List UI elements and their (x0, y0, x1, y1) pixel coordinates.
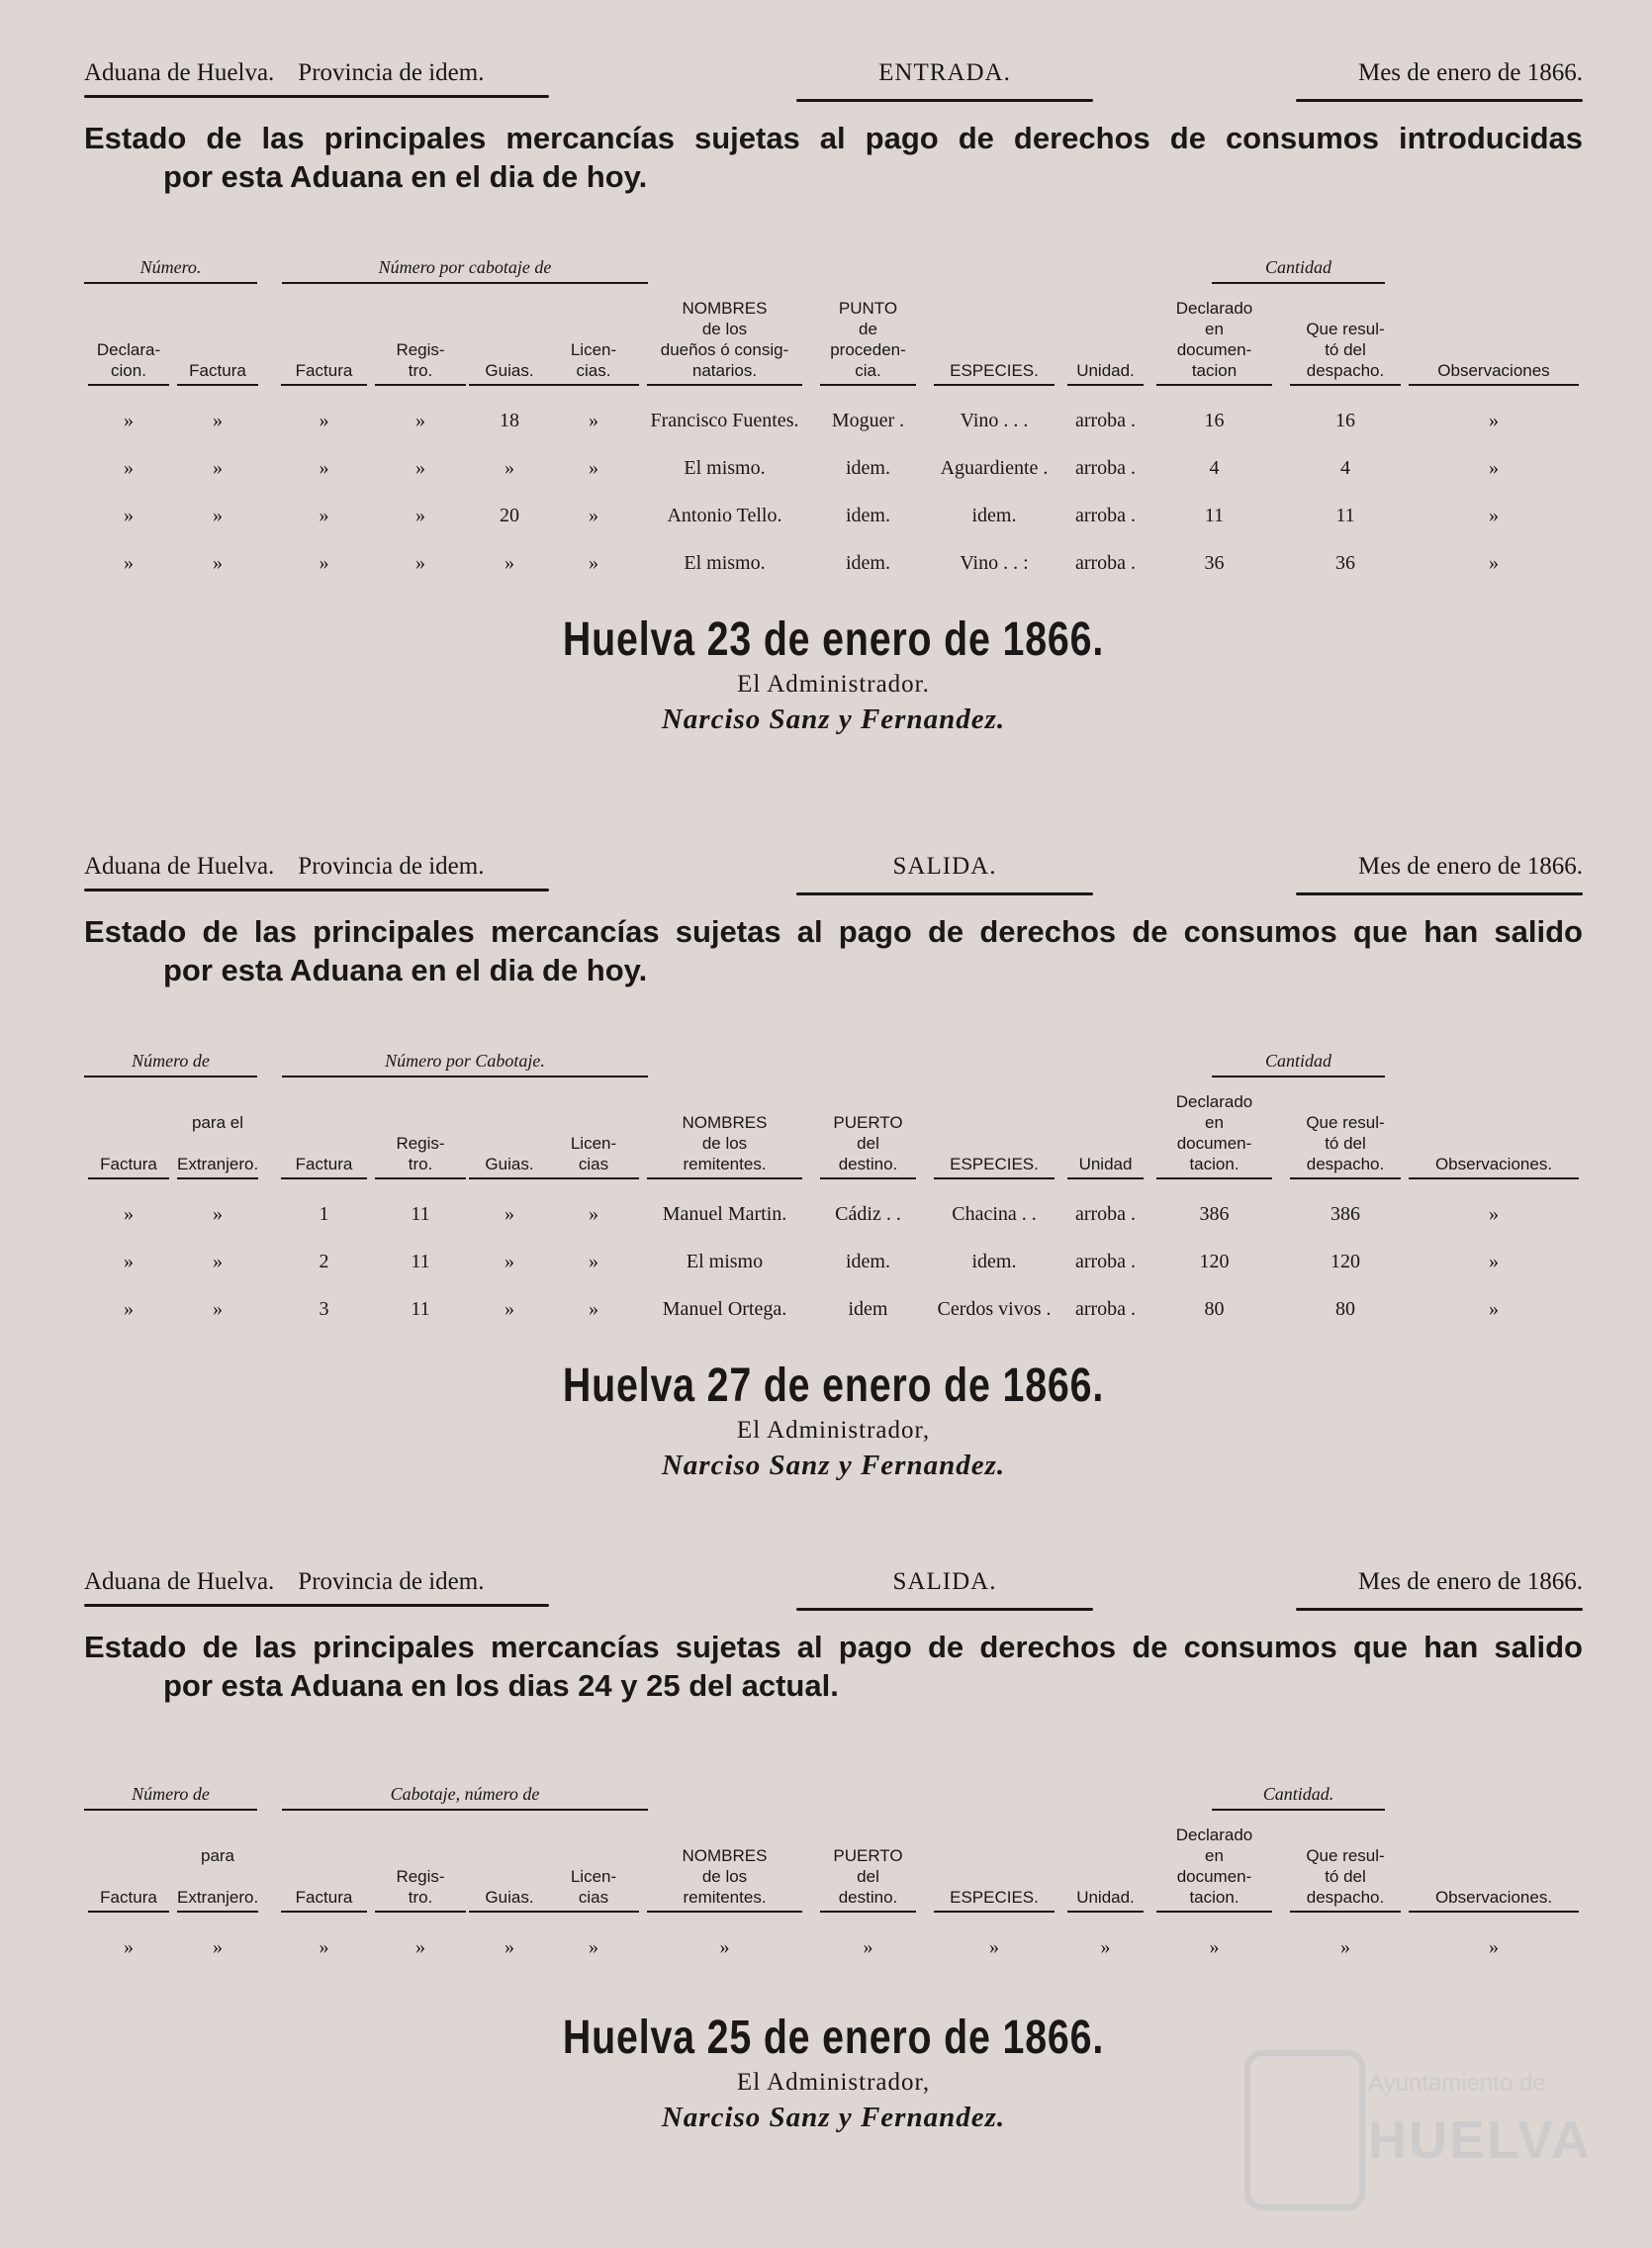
table-cell: » (505, 457, 514, 479)
header-rule (796, 892, 1093, 895)
place-date: Huelva 23 de enero de 1866. (562, 613, 1105, 666)
table-cell: » (589, 505, 598, 526)
column-header: para Extranjero. (177, 1845, 258, 1913)
table-row (84, 497, 1583, 544)
group-numero: Número. (84, 257, 257, 284)
table-cell: 120 (1331, 1251, 1360, 1272)
column-header: Factura (281, 1887, 367, 1913)
column-header: PUERTO del destino. (820, 1112, 916, 1179)
column-header: PUERTO del destino. (820, 1845, 916, 1913)
report-heading (84, 912, 1583, 989)
table-row (84, 449, 1583, 497)
column-header: Factura (88, 1887, 169, 1913)
table-cell: idem. (971, 1251, 1017, 1272)
table-cell: » (505, 1298, 514, 1320)
table-cell: » (505, 1251, 514, 1272)
table-cell: » (589, 1251, 598, 1272)
table-cell: 11 (1335, 505, 1355, 526)
group-cantidad: Cantidad (1212, 257, 1385, 284)
table-cell: arroba . (1074, 1251, 1137, 1272)
table-cell: » (319, 552, 329, 574)
table-cell: 11 (411, 1298, 430, 1320)
report-section (84, 59, 1583, 738)
table-cell: » (213, 1251, 223, 1272)
table-cell: » (505, 1936, 514, 1958)
column-header: PUNTO de proceden- cia. (820, 298, 916, 386)
header-rule (84, 889, 549, 891)
table-cell: » (1489, 552, 1499, 574)
column-header: Factura (88, 1154, 169, 1179)
header-rule (84, 95, 549, 98)
header-rule (84, 1604, 549, 1607)
place-date: Huelva 27 de enero de 1866. (562, 1359, 1105, 1412)
table-cell: 386 (1199, 1203, 1230, 1225)
table-cell: » (213, 1203, 223, 1225)
table-cell: 4 (1340, 457, 1350, 479)
column-header: Factura (281, 360, 367, 386)
province: Provincia de idem. (298, 1568, 485, 1595)
table-cell: 2 (319, 1251, 329, 1272)
column-header: Declarado en documen- tacion (1156, 298, 1272, 386)
table-cell: arroba . (1074, 505, 1137, 526)
watermark-line1: Ayuntamiento de (1368, 2070, 1546, 2097)
table-cell: » (319, 457, 329, 479)
table-cell: » (213, 1936, 223, 1958)
column-header: Que resul- tó del despacho. (1290, 1112, 1401, 1179)
table-cell: » (124, 1298, 134, 1320)
header-rule (796, 1608, 1093, 1611)
column-header: Licen- cias (548, 1866, 639, 1913)
group-numero: Número de (84, 1051, 257, 1077)
table-cell: » (1340, 1936, 1350, 1958)
table-body (84, 1195, 1583, 1338)
table-row (84, 1290, 1583, 1338)
group-cabotaje: Cabotaje, número de (282, 1784, 648, 1811)
table-cell: » (1489, 1298, 1499, 1320)
table-body (84, 1928, 1583, 1976)
ayuntamiento-logo (1244, 2040, 1601, 2208)
table-cell: Moguer . (831, 410, 905, 431)
table-cell: 18 (500, 410, 519, 431)
table-cell: » (124, 552, 134, 574)
table-cell: arroba . (1074, 552, 1137, 574)
customs-office (84, 1568, 484, 1596)
administrator-title: El Administrador, (736, 1417, 931, 1444)
column-header: Declarado en documen- tacion. (1156, 1091, 1272, 1179)
table-cell: » (1489, 1251, 1499, 1272)
table-cell: Chacina . . (952, 1203, 1037, 1225)
column-header: Observaciones. (1409, 1887, 1579, 1913)
heading-line-1: Estado de las principales mercancías sujetas al pago de derechos de consumos que han salido (84, 914, 1583, 949)
month-label: Mes de enero de 1866. (1357, 853, 1583, 880)
signature: Narciso Sanz y Fernandez. (661, 703, 1006, 735)
header-rule (1296, 99, 1583, 102)
table-cell: Vino . . : (960, 552, 1029, 574)
table-cell: » (589, 1298, 598, 1320)
section-header (84, 1568, 1583, 1628)
table-cell: » (415, 552, 425, 574)
header-rule (1296, 1608, 1583, 1611)
table-cell: » (124, 1251, 134, 1272)
header-rule (1296, 892, 1583, 895)
customs-name: Aduana de Huelva. (84, 1568, 275, 1595)
closing-block (84, 1358, 1583, 1484)
province: Provincia de idem. (298, 853, 485, 880)
table-cell: arroba . (1074, 1203, 1137, 1225)
table-cell: » (719, 1936, 730, 1958)
table-row (84, 1195, 1583, 1243)
column-header: Factura (177, 360, 258, 386)
table-cell: » (589, 457, 598, 479)
table-cell: Francisco Fuentes. (650, 410, 799, 431)
province: Provincia de idem. (298, 59, 485, 86)
section-header (84, 853, 1583, 912)
watermark-line2: HUELVA (1368, 2110, 1592, 2170)
table-cell: » (124, 457, 134, 479)
column-header: Observaciones. (1409, 1154, 1579, 1179)
table-cell: 1 (319, 1203, 329, 1225)
column-header: para el Extranjero. (177, 1112, 258, 1179)
table-cell: » (124, 410, 134, 431)
group-numero: Número de (84, 1784, 257, 1811)
table-cell: Aguardiente . (940, 457, 1049, 479)
table-cell: » (589, 552, 598, 574)
column-header: Guias. (469, 360, 550, 386)
column-header: Licen- cias (548, 1133, 639, 1179)
table-cell: » (1489, 457, 1499, 479)
table-row (84, 402, 1583, 449)
column-header: Unidad. (1067, 360, 1144, 386)
table-cell: » (319, 410, 329, 431)
table-cell: » (1489, 1936, 1499, 1958)
column-header: Que resul- tó del despacho. (1290, 319, 1401, 386)
table-cell: arroba . (1074, 410, 1137, 431)
table-cell: Vino . . . (960, 410, 1029, 431)
table-cell: El mismo. (684, 552, 766, 574)
heading-line-1: Estado de las principales mercancías sujetas al pago de derechos de consumos introducidas (84, 121, 1583, 155)
table-row (84, 1928, 1583, 1976)
report-heading (84, 1628, 1583, 1705)
column-header: Factura (281, 1154, 367, 1179)
table-cell: 3 (319, 1298, 329, 1320)
table-cell: » (1209, 1936, 1220, 1958)
table-cell: 16 (1204, 410, 1225, 431)
table-cell: Cádiz . . (835, 1203, 901, 1225)
table-cell: » (124, 505, 134, 526)
table-cell: » (124, 1203, 134, 1225)
column-header: NOMBRES de los remitentes. (647, 1845, 802, 1913)
column-header: ESPECIES. (934, 360, 1055, 386)
table-cell: 16 (1335, 410, 1355, 431)
table-cell: » (505, 1203, 514, 1225)
table-cell: idem. (846, 1251, 890, 1272)
administrator-title: El Administrador, (736, 2069, 931, 2096)
table-cell: » (415, 505, 425, 526)
table-cell: 20 (500, 505, 519, 526)
column-header: NOMBRES de los remitentes. (647, 1112, 802, 1179)
movement-type: ENTRADA. (878, 59, 1011, 86)
group-cabotaje: Número por Cabotaje. (282, 1051, 648, 1077)
table-cell: » (213, 552, 223, 574)
column-header: Regis- tro. (375, 1133, 466, 1179)
column-header: NOMBRES de los dueños ó consig- natarios. (647, 298, 802, 386)
table-cell: » (319, 1936, 329, 1958)
group-cabotaje: Número por cabotaje de (282, 257, 648, 284)
column-header: Regis- tro. (375, 339, 466, 386)
place-date: Huelva 25 de enero de 1866. (562, 2012, 1105, 2064)
table-cell: » (415, 457, 425, 479)
table-cell: El mismo (686, 1251, 764, 1272)
table-cell: arroba . (1074, 457, 1137, 479)
column-headers (84, 1051, 1583, 1179)
column-header: Declara- cion. (88, 339, 169, 386)
column-header: Guias. (469, 1154, 550, 1179)
column-header: Guias. (469, 1887, 550, 1913)
table-cell: » (415, 410, 425, 431)
column-header: Que resul- tó del despacho. (1290, 1845, 1401, 1913)
table-cell: » (213, 457, 223, 479)
column-header: ESPECIES. (934, 1154, 1055, 1179)
heading-line-1: Estado de las principales mercancías sujetas al pago de derechos de consumos que han salido (84, 1630, 1583, 1664)
column-headers (84, 1784, 1583, 1913)
table-cell: » (1489, 505, 1499, 526)
table-cell: » (415, 1936, 425, 1958)
table-cell: 36 (1204, 552, 1225, 574)
table-cell: » (319, 505, 329, 526)
table-cell: » (1489, 1203, 1499, 1225)
table-cell: 11 (1204, 505, 1225, 526)
table-cell: Manuel Martin. (662, 1203, 787, 1225)
table-cell: idem. (846, 552, 890, 574)
month-label: Mes de enero de 1866. (1357, 59, 1583, 86)
table-cell: arroba . (1074, 1298, 1137, 1320)
table-cell: 36 (1335, 552, 1355, 574)
column-header: Unidad. (1067, 1887, 1144, 1913)
table-cell: 11 (411, 1203, 430, 1225)
table-cell: Cerdos vivos . (937, 1298, 1052, 1320)
heading-line-2: por esta Aduana en el dia de hoy. (163, 953, 648, 987)
movement-type: SALIDA. (892, 1568, 997, 1595)
table-body (84, 402, 1583, 592)
movement-type: SALIDA. (892, 853, 997, 880)
column-header: Regis- tro. (375, 1866, 466, 1913)
table-cell: » (124, 1936, 134, 1958)
table-cell: » (589, 1936, 598, 1958)
group-cantidad: Cantidad (1212, 1051, 1385, 1077)
heading-line-2: por esta Aduana en el dia de hoy. (163, 159, 648, 194)
table-cell: » (213, 1298, 223, 1320)
signature: Narciso Sanz y Fernandez. (661, 2102, 1006, 2133)
table-row (84, 544, 1583, 592)
header-rule (796, 99, 1093, 102)
table-cell: » (213, 505, 223, 526)
table-cell: » (989, 1936, 999, 1958)
table-cell: » (589, 1203, 598, 1225)
table-cell: » (505, 552, 514, 574)
table-cell: 4 (1209, 457, 1220, 479)
month-label: Mes de enero de 1866. (1357, 1568, 1583, 1595)
column-headers (84, 257, 1583, 386)
column-header: Declarado en documen- tacion. (1156, 1825, 1272, 1913)
table-cell: Manuel Ortega. (662, 1298, 787, 1320)
customs-name: Aduana de Huelva. (84, 853, 275, 880)
customs-office (84, 853, 484, 881)
table-cell: » (1100, 1936, 1111, 1958)
table-cell: idem. (971, 505, 1017, 526)
table-row (84, 1243, 1583, 1290)
signature: Narciso Sanz y Fernandez. (661, 1450, 1006, 1481)
table-cell: 11 (411, 1251, 430, 1272)
column-header: ESPECIES. (934, 1887, 1055, 1913)
table-cell: » (589, 410, 598, 431)
table-cell: idem. (846, 505, 890, 526)
heading-line-2: por esta Aduana en los dias 24 y 25 del actual. (163, 1668, 839, 1703)
table-cell: 80 (1204, 1298, 1225, 1320)
column-header: Unidad (1067, 1154, 1144, 1179)
table-cell: idem (848, 1298, 888, 1320)
administrator-title: El Administrador. (737, 671, 930, 698)
table-cell: » (213, 410, 223, 431)
closing-block (84, 611, 1583, 738)
table-cell: » (1489, 410, 1499, 431)
table-cell: » (863, 1936, 873, 1958)
table-cell: Antonio Tello. (667, 505, 782, 526)
customs-office (84, 59, 484, 87)
coat-of-arms-icon (1244, 2050, 1365, 2210)
customs-name: Aduana de Huelva. (84, 59, 275, 86)
table-cell: El mismo. (684, 457, 766, 479)
table-cell: idem. (846, 457, 890, 479)
column-header: Licen- cias. (548, 339, 639, 386)
table-cell: 80 (1335, 1298, 1355, 1320)
table-cell: 386 (1331, 1203, 1360, 1225)
table-cell: 120 (1199, 1251, 1230, 1272)
report-section (84, 853, 1583, 1484)
section-header (84, 59, 1583, 119)
column-header: Observaciones (1409, 360, 1579, 386)
group-cantidad: Cantidad. (1212, 1784, 1385, 1811)
report-heading (84, 119, 1583, 196)
